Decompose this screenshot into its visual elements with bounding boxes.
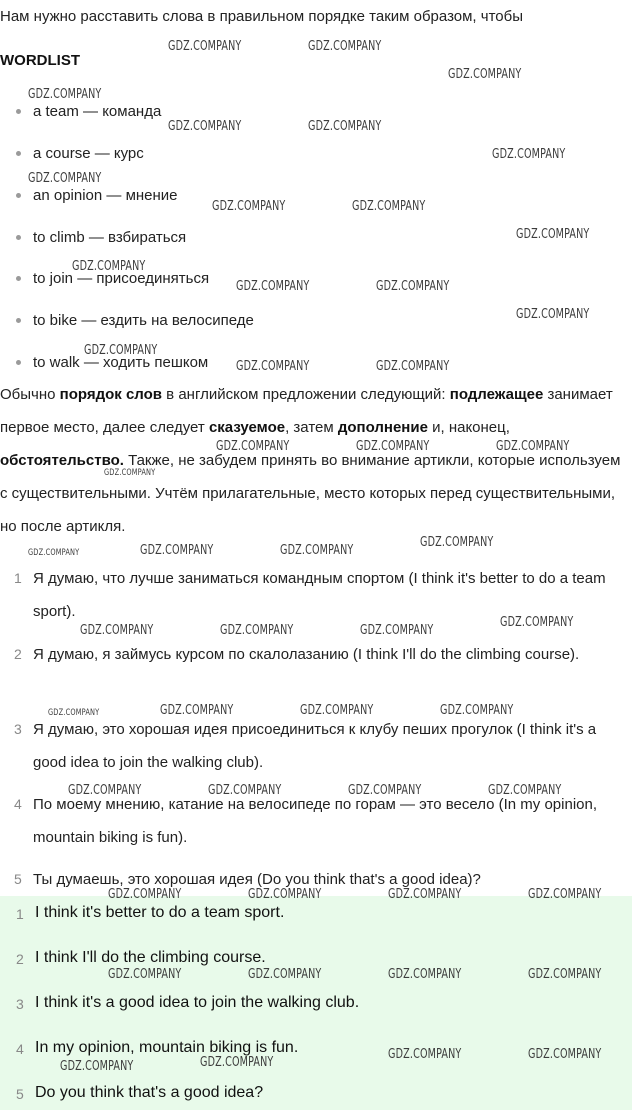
watermark: GDZ.COMPANY — [68, 783, 142, 798]
answer-number: 5 — [16, 1086, 24, 1102]
wordlist-item: to walk — ходить пешком — [16, 354, 208, 371]
watermark: GDZ.COMPANY — [360, 623, 434, 638]
wordlist-item: a course — курс — [16, 145, 144, 162]
watermark: GDZ.COMPANY — [28, 171, 102, 186]
watermark: GDZ.COMPANY — [420, 535, 494, 550]
watermark: GDZ.COMPANY — [160, 703, 234, 718]
task-item — [0, 713, 624, 779]
watermark: GDZ.COMPANY — [376, 359, 450, 374]
watermark: GDZ.COMPANY — [216, 439, 290, 454]
answer-number: 2 — [16, 951, 24, 967]
wordlist-title: WORDLIST — [0, 52, 80, 69]
answer-text: I think I'll do the climbing course. — [35, 949, 266, 966]
emphasis-adverbial: обстоятельство. — [0, 452, 124, 469]
wordlist-item: a team — команда — [16, 103, 161, 120]
task-text: Ты думаешь, это хорошая идея (Do you think that's a good idea)? — [33, 871, 481, 888]
wordlist-item: to climb — взбираться — [16, 229, 186, 246]
watermark: GDZ.COMPANY — [528, 967, 602, 982]
task-text: Я думаю, я займусь курсом по скалолазанию (I think I'll do the climbing course). — [33, 646, 580, 663]
watermark: GDZ.COMPANY — [356, 439, 430, 454]
bullet-icon — [16, 318, 21, 323]
watermark: GDZ.COMPANY — [308, 39, 382, 54]
answer-text: In my opinion, mountain biking is fun. — [35, 1039, 299, 1056]
emphasis-word-order: порядок слов — [59, 386, 163, 403]
watermark: GDZ.COMPANY — [440, 703, 514, 718]
task-number: 2 — [14, 646, 22, 662]
answer-number: 1 — [16, 906, 24, 922]
bullet-icon — [16, 193, 21, 198]
answer-number: 3 — [16, 996, 24, 1012]
watermark: GDZ.COMPANY — [236, 279, 310, 294]
watermark: GDZ.COMPANY — [108, 887, 182, 902]
watermark: GDZ.COMPANY — [108, 967, 182, 982]
watermark: GDZ.COMPANY — [168, 39, 242, 54]
task-item — [0, 638, 624, 671]
watermark: GDZ.COMPANY — [492, 147, 566, 162]
watermark: GDZ.COMPANY — [496, 439, 570, 454]
watermark: GDZ.COMPANY — [60, 1059, 134, 1074]
watermark: GDZ.COMPANY — [388, 967, 462, 982]
watermark: GDZ.COMPANY — [208, 783, 282, 798]
wordlist-item: to bike — ездить на велосипеде — [16, 312, 254, 329]
watermark: GDZ.COMPANY — [280, 543, 354, 558]
bullet-icon — [16, 235, 21, 240]
watermark: GDZ.COMPANY — [516, 227, 590, 242]
task-text: По моему мнению, катание на велосипеде по горам — это весело (In my opinion, mountain biking is fun). — [33, 796, 598, 846]
task-text: Я думаю, это хорошая идея присоединиться к клубу пеших прогулок (I think it's a good idea to join the walking club). — [33, 721, 597, 771]
watermark: GDZ.COMPANY — [376, 279, 450, 294]
watermark: GDZ.COMPANY — [348, 783, 422, 798]
watermark: GDZ.COMPANY — [72, 259, 146, 274]
task-number: 5 — [14, 871, 22, 887]
task-number: 4 — [14, 796, 22, 812]
emphasis-subject: подлежащее — [449, 386, 544, 403]
answers-block — [0, 896, 632, 1110]
intro-text: Нам нужно расставить слова в правильном порядке таким образом, чтобы — [0, 8, 524, 25]
bullet-icon — [16, 276, 21, 281]
watermark: GDZ.COMPANY — [104, 468, 156, 478]
watermark: GDZ.COMPANY — [212, 199, 286, 214]
watermark: GDZ.COMPANY — [220, 623, 294, 638]
task-number: 1 — [14, 570, 22, 586]
watermark: GDZ.COMPANY — [528, 1047, 602, 1062]
watermark: GDZ.COMPANY — [28, 548, 80, 558]
watermark: GDZ.COMPANY — [388, 887, 462, 902]
bullet-icon — [16, 109, 21, 114]
watermark: GDZ.COMPANY — [236, 359, 310, 374]
watermark: GDZ.COMPANY — [388, 1047, 462, 1062]
watermark: GDZ.COMPANY — [488, 783, 562, 798]
watermark: GDZ.COMPANY — [248, 967, 322, 982]
task-number: 3 — [14, 721, 22, 737]
grammar-explanation: Обычно порядок слов в английском предложении следующий: подлежащее занимает первое место, далее следует сказуемое, затем дополнение и, наконец, обстоятельство. Также, не забудем принять во внимание артикли, которые используем с существительными. Учтём прилагательные, место которых перед существительными, но после артикля. — [0, 386, 621, 535]
watermark: GDZ.COMPANY — [248, 887, 322, 902]
bullet-icon — [16, 360, 21, 365]
bullet-icon — [16, 151, 21, 156]
watermark: GDZ.COMPANY — [352, 199, 426, 214]
watermark: GDZ.COMPANY — [308, 119, 382, 134]
watermark: GDZ.COMPANY — [300, 703, 374, 718]
watermark: GDZ.COMPANY — [48, 708, 100, 718]
watermark: GDZ.COMPANY — [528, 887, 602, 902]
watermark: GDZ.COMPANY — [448, 67, 522, 82]
emphasis-object: дополнение — [337, 419, 428, 436]
answer-text: I think it's a good idea to join the walking club. — [35, 994, 360, 1011]
watermark: GDZ.COMPANY — [168, 119, 242, 134]
watermark: GDZ.COMPANY — [80, 623, 154, 638]
wordlist-item: an opinion — мнение — [16, 187, 178, 204]
watermark: GDZ.COMPANY — [28, 87, 102, 102]
answer-text: I think it's better to do a team sport. — [35, 904, 285, 921]
task-text: Я думаю, что лучше заниматься командным спортом (I think it's better to do a team sport). — [33, 570, 606, 620]
watermark: GDZ.COMPANY — [84, 343, 158, 358]
answer-number: 4 — [16, 1041, 24, 1057]
wordlist-item: to join — присоединяться — [16, 270, 209, 287]
answer-text: Do you think that's a good idea? — [35, 1084, 264, 1101]
watermark: GDZ.COMPANY — [140, 543, 214, 558]
emphasis-predicate: сказуемое — [208, 419, 286, 436]
watermark: GDZ.COMPANY — [200, 1055, 274, 1070]
watermark: GDZ.COMPANY — [516, 307, 590, 322]
watermark: GDZ.COMPANY — [500, 615, 574, 630]
